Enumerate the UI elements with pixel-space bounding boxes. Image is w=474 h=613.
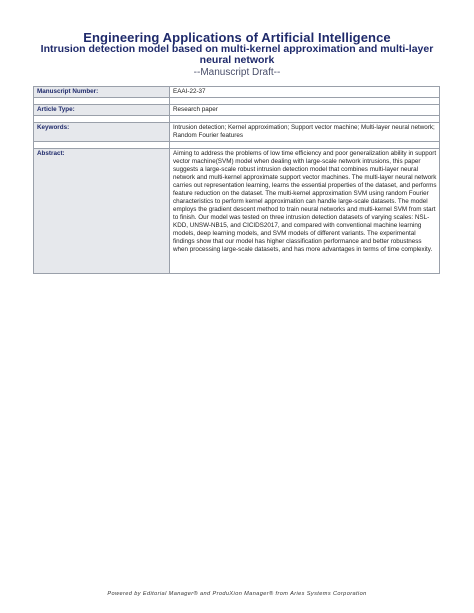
spacer-cell [34,98,170,105]
metadata-row-keywords [34,123,440,142]
spacer-cell [34,142,170,149]
abstract-text: Aiming to address the problems of low time efficiency and poor generalization ability in support vector machine(SVM) model when dealing with large-scale network intrusions, this paper suggests a large-scale robust intrusion detection model that combines multi-layer neural network and multi-kernel approximate support vector machines. The multi-layer neural network carries out representation learning, learns the essential properties of the dataset, and performs feature reduction on the dataset. The multi-kernel approximation SVM using random Fourier characteristics to perform kernel approximation can handle large-scale datasets. The model employs the gradient descent method to train neural networks and multi-kernel SVM from start to finish. Our model was tested on three intrusion detection datasets of varying scales: NSL-KDD, UNSW-NB15, and CICIDS2017, and compared with conventional machine learning models, deep learning models, and SVM models of different variants. The experimental findings show that our model has higher classification performance and better robustness when processing large-scale datasets, and has more advantages in terms of time complexity. [170,149,440,274]
journal-title: Engineering Applications of Artificial Intelligence [83,30,391,45]
row-spacer [34,142,440,149]
manuscript-number-label: Manuscript Number: [34,87,170,98]
row-spacer [34,98,440,105]
metadata-row-abstract [34,149,440,274]
abstract-label: Abstract: [34,149,170,274]
spacer-cell [34,116,170,123]
metadata-row-manuscript-number [34,87,440,98]
page-footer: Powered by Editorial Manager® and ProduXion Manager® from Aries Systems Corporation [107,591,367,597]
article-title: Intrusion detection model based on multi-kernel approximation and multi-layer neural network [40,43,434,66]
spacer-cell [170,98,440,105]
draft-label: --Manuscript Draft-- [193,67,281,78]
row-spacer [34,116,440,123]
keywords-label: Keywords: [34,123,170,142]
spacer-cell [170,116,440,123]
metadata-row-article-type [34,105,440,116]
spacer-cell [170,142,440,149]
article-type-value: Research paper [170,105,440,116]
manuscript-metadata-table [33,86,440,274]
article-type-label: Article Type: [34,105,170,116]
manuscript-number-value: EAAI-22-37 [170,87,440,98]
keywords-value: Intrusion detection; Kernel approximation; Support vector machine; Multi-layer neural network; Random Fourier features [170,123,440,142]
